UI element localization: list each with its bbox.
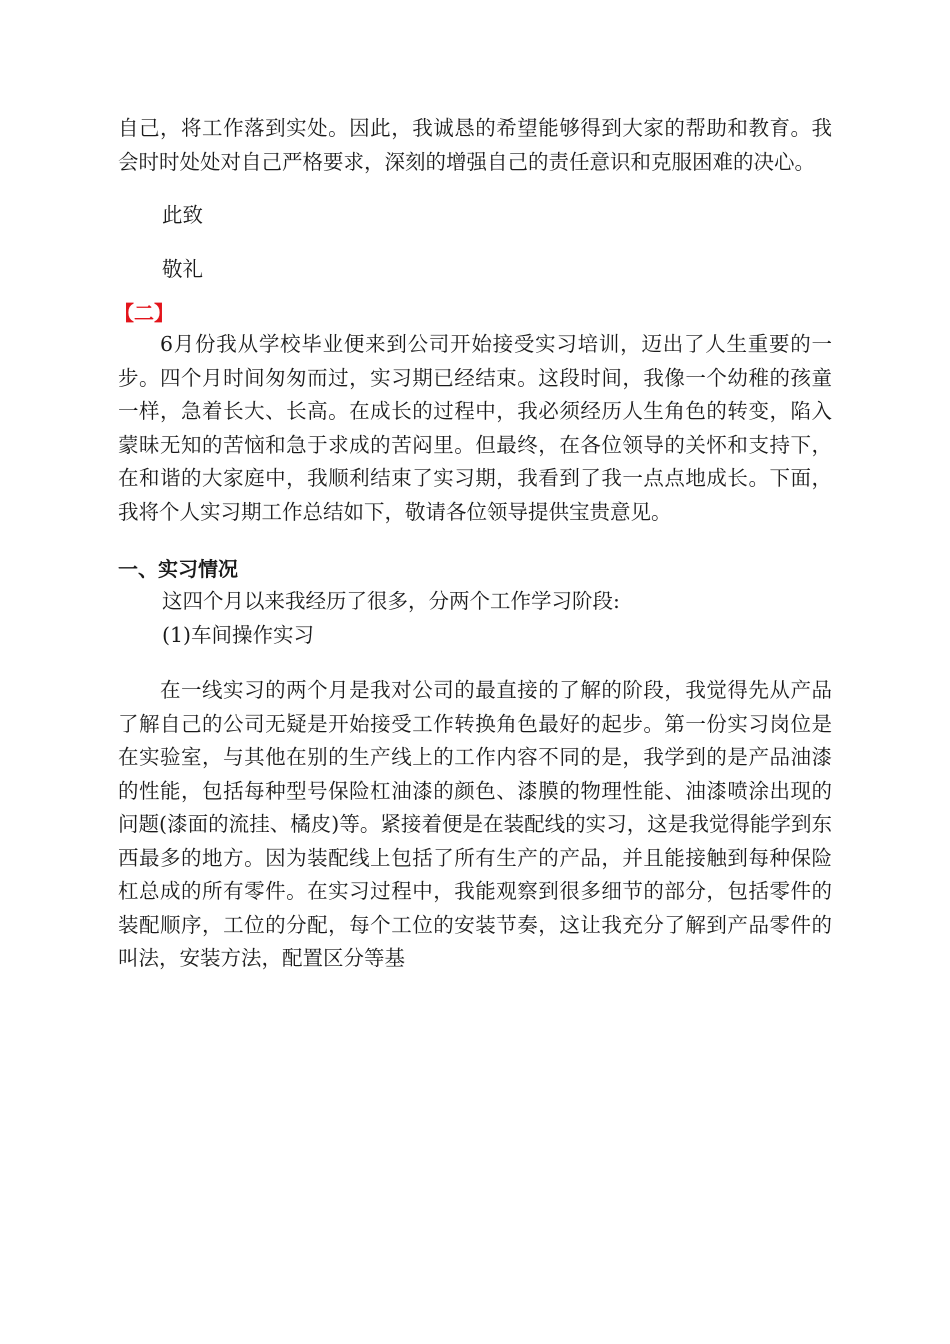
section-marker: 【二】: [114, 301, 174, 325]
intro-paragraph: 6月份我从学校毕业便来到公司开始接受实习培训，迈出了人生重要的一步。四个月时间匆匆而过，实习期已经结束。这段时间，我像一个幼稚的孩童一样，急着长大、长高。在成长的过程中，我必须经历人生角色的转变，陷入蒙昧无知的苦恼和急于求成的苦闷里。但最终，在各位领导的关怀和支持下，在和谐的大家庭中，我顺利结束了实习期，我看到了我一点点地成长。下面，我将个人实习期工作总结如下，敬请各位领导提供宝贵意见。: [118, 332, 832, 524]
continuation-paragraph: 自己，将工作落到实处。因此，我诚恳的希望能够得到大家的帮助和教育。我会时时处处对自己严格要求，深刻的增强自己的责任意识和克服困难的决心。: [118, 116, 832, 174]
subheading-workshop: (1)车间操作实习: [162, 622, 315, 647]
workshop-paragraph: 在一线实习的两个月是我对公司的最直接的了解的阶段，我觉得先从产品了解自己的公司无疑是开始接受工作转换角色最好的起步。第一份实习岗位是在实验室，与其他在别的生产线上的工作内容不同的是，我学到的是产品油漆的性能，包括每种型号保险杠油漆的颜色、漆膜的物理性能、油漆喷涂出现的问题(漆面的流挂、橘皮)等。紧接着便是在装配线的实习，这是我觉得能学到东西最多的地方。因为装配线上包括了所有生产的产品，并且能接触到每种保险杠总成的所有零件。在实习过程中，我能观察到很多细节的部分，包括零件的装配顺序，工位的分配，每个工位的安装节奏，这让我充分了解到产品零件的叫法，安装方法，配置区分等基: [118, 678, 832, 970]
document-page: [114, 112, 832, 976]
closing-regards: 敬礼: [162, 256, 203, 281]
closing-salutation: 此致: [162, 203, 203, 227]
section-heading: 一、实习情况: [118, 557, 238, 581]
stages-intro: 这四个月以来我经历了很多，分两个工作学习阶段:: [162, 589, 620, 613]
